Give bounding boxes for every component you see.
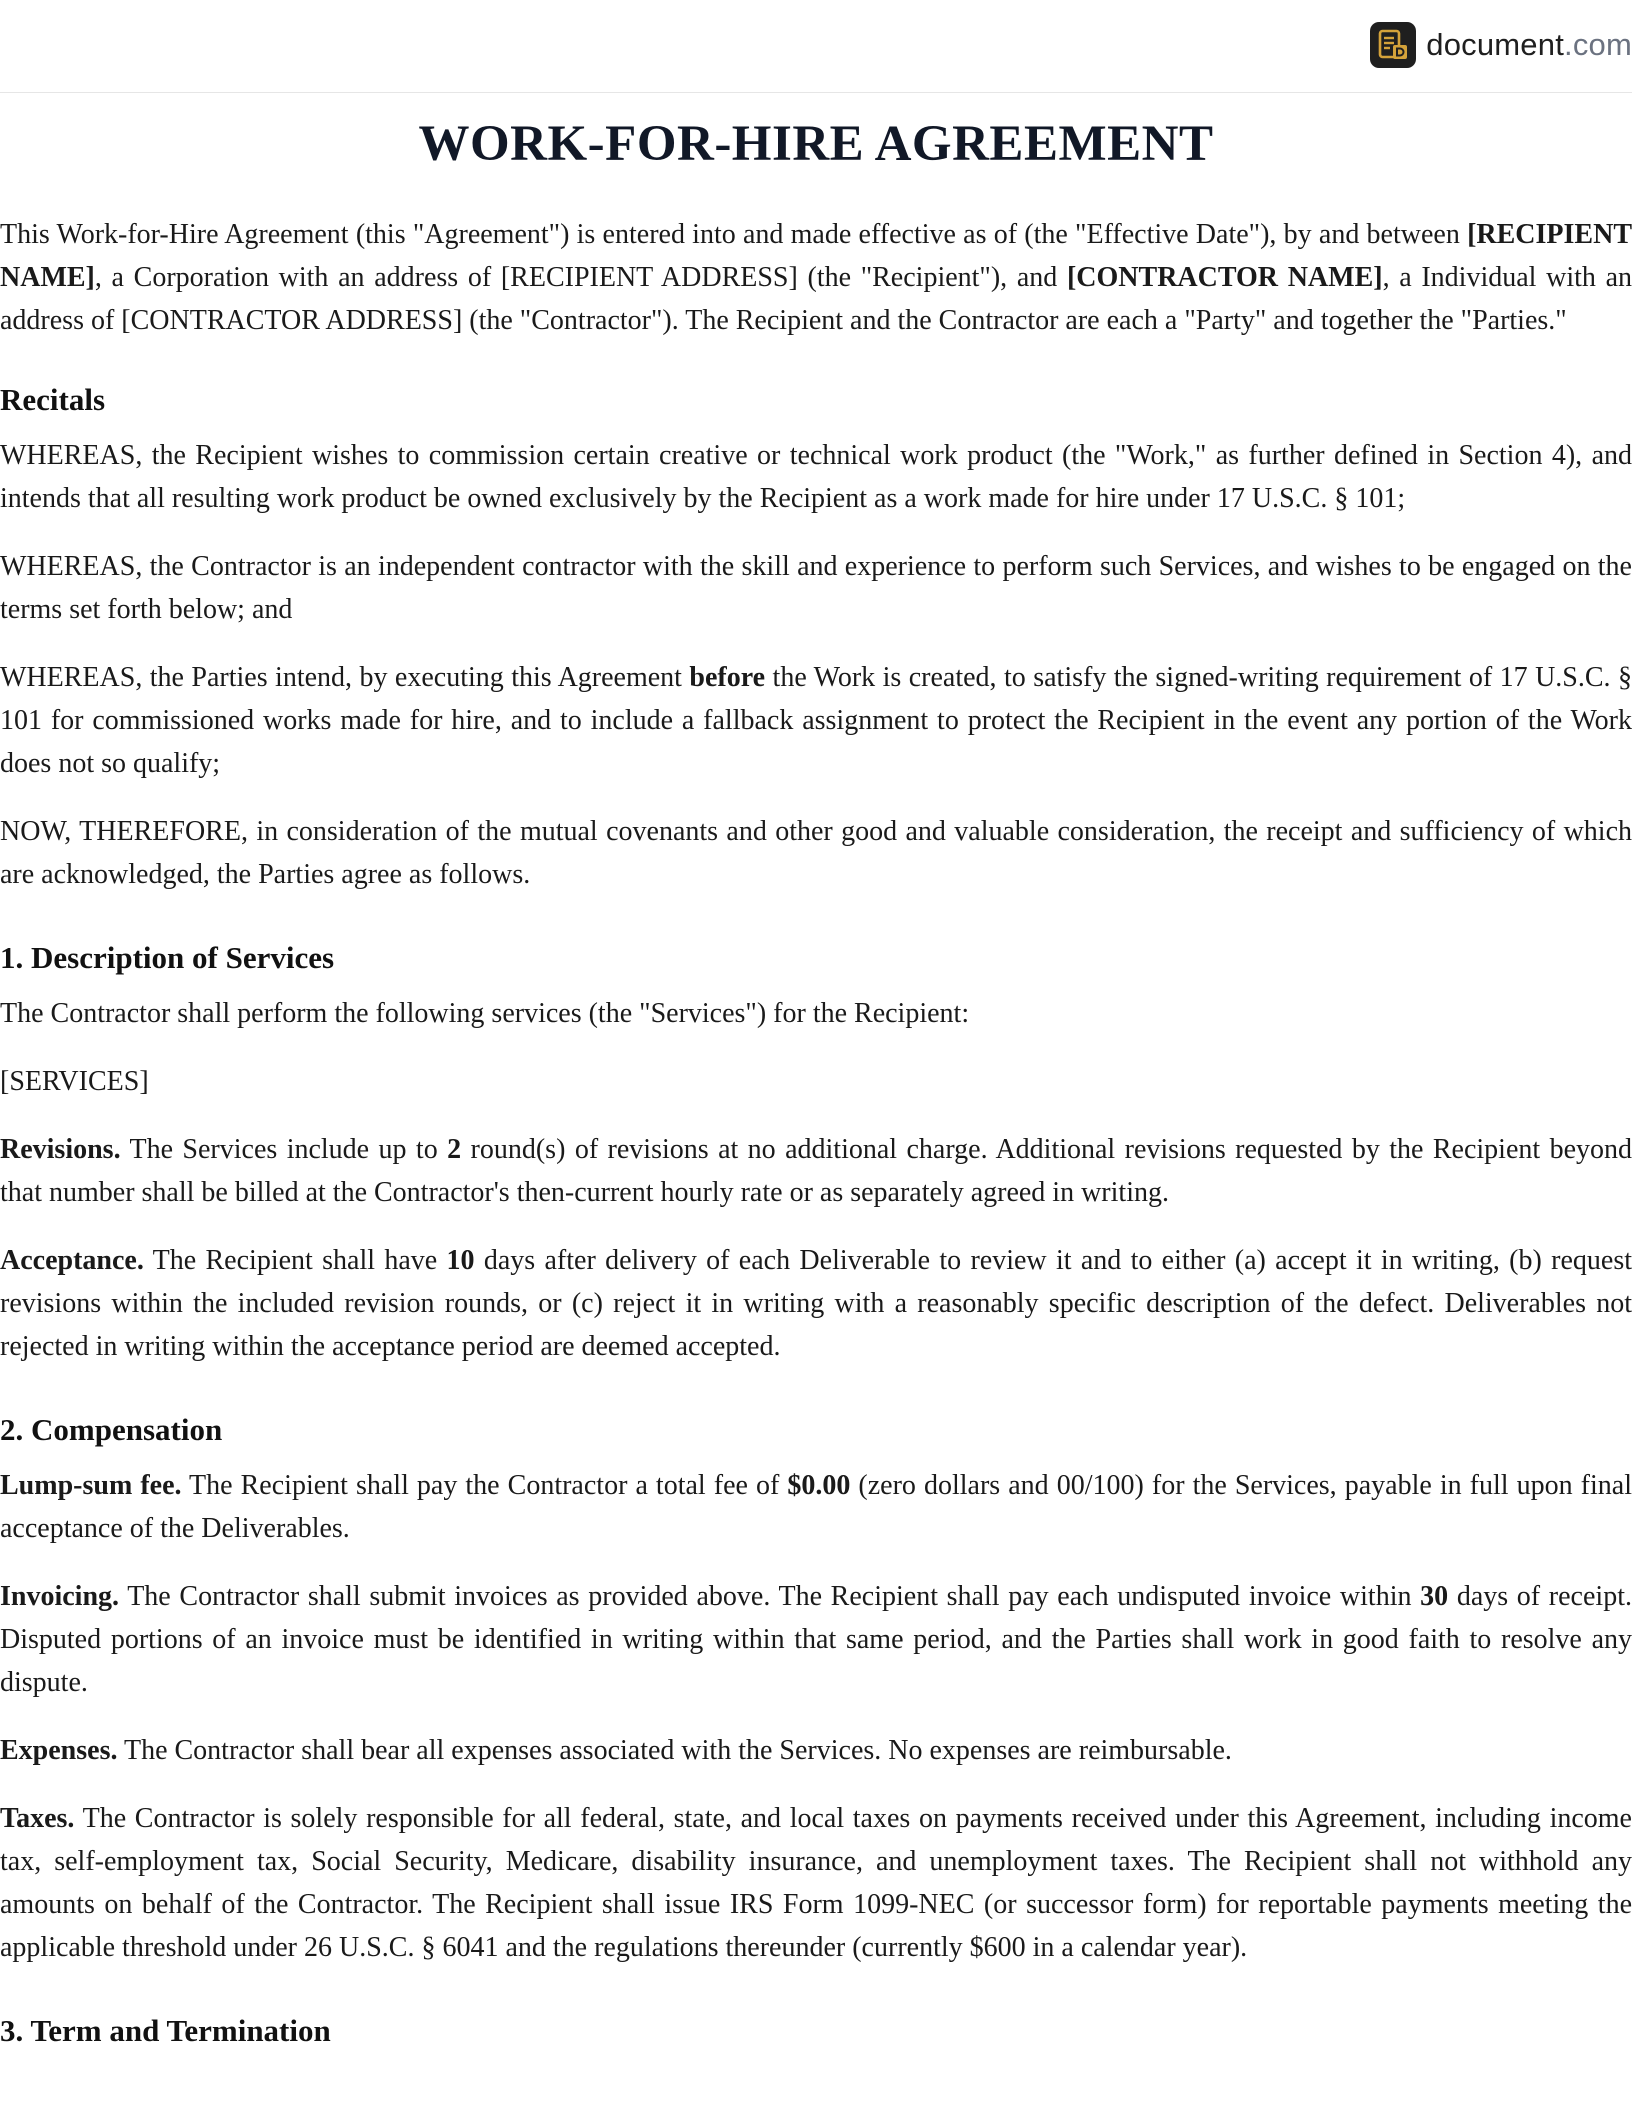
intro-text-1: This Work-for-Hire Agreement (this "Agreement") is entered into and made effective as of (the "Effective Date"), by and between [0,219,1468,250]
intro-text-2: , a Corporation with an address of [RECIPIENT ADDRESS] (the "Recipient"), and [94,262,1067,293]
recital-paragraph-3 [0,656,1632,785]
invoicing-days: 30 [1420,1581,1449,1612]
acceptance-label: Acceptance. [0,1245,144,1276]
lump-sum-text-b: (zero dollars and 00/100) for the Services, payable in full upon final acceptance of the Deliverables. [0,1470,1632,1544]
section-1-heading: 1. Description of Services [0,940,335,975]
document-logo-icon [1370,22,1416,68]
brand-logo-link[interactable] [1370,22,1632,68]
lump-sum-amount: $0.00 [787,1470,851,1501]
expenses-label: Expenses. [0,1735,118,1766]
intro-paragraph [0,213,1632,342]
expenses-text: The Contractor shall bear all expenses associated with the Services. No expenses are reimbursable. [117,1735,1232,1766]
acceptance-paragraph [0,1239,1632,1368]
recital-paragraph-2: WHEREAS, the Contractor is an independent contractor with the skill and experience to perform such Services, and wishes to be engaged on the terms set forth below; and [0,551,1632,625]
section-3-heading: 3. Term and Termination [0,2013,331,2048]
invoicing-paragraph [0,1575,1632,1704]
acceptance-text-a: The Recipient shall have [143,1245,447,1276]
brand-name [1426,27,1632,63]
lump-sum-text-a: The Recipient shall pay the Contractor a total fee of [181,1470,788,1501]
section-2-heading: 2. Compensation [0,1412,223,1447]
taxes-paragraph [0,1797,1632,1969]
revisions-label: Revisions. [0,1134,121,1165]
revisions-paragraph [0,1128,1632,1214]
document-body [0,115,1632,2049]
invoicing-text-b: days of receipt. Disputed portions of an invoice must be identified in writing within that same period, and the Parties shall work in good faith to resolve any dispute. [0,1581,1632,1698]
lump-sum-paragraph [0,1464,1632,1550]
recipient-name: [RECIPIENT NAME] [0,219,1632,293]
revisions-count: 2 [447,1134,462,1165]
recitals-heading: Recitals [0,382,106,417]
top-bar [0,0,1632,93]
recital-3-text-a: WHEREAS, the Parties intend, by executing this Agreement [0,662,690,693]
invoicing-text-a: The Contractor shall submit invoices as provided above. The Recipient shall pay each undisputed invoice within [119,1581,1421,1612]
recital-paragraph-4: NOW, THEREFORE, in consideration of the mutual covenants and other good and valuable consideration, the receipt and sufficiency of which are acknowledged, the Parties agree as follows. [0,816,1632,890]
acceptance-text-b: days after delivery of each Deliverable to review it and to either (a) accept it in writing, (b) request revisions within the included revision rounds, or (c) reject it in writing with a reasonably specific description of the defect. Deliverables not rejected in writing within the acceptance period are deemed accepted. [0,1245,1632,1362]
acceptance-days: 10 [446,1245,475,1276]
taxes-label: Taxes. [0,1803,75,1834]
lump-sum-label: Lump-sum fee. [0,1470,182,1501]
brand-name-suffix: .com [1564,27,1632,62]
invoicing-label: Invoicing. [0,1581,120,1612]
brand-name-main: document [1426,27,1565,62]
contractor-name: [CONTRACTOR NAME] [1066,262,1383,293]
taxes-text: The Contractor is solely responsible for all federal, state, and local taxes on payments received under this Agreement, including income tax, self-employment tax, Social Security, Medicare, disability insurance, and unemployment taxes. The Recipient shall not withhold any amounts on behalf of the Contractor. The Recipient shall issue IRS Form 1099-NEC (or successor form) for reportable payments meeting the applicable threshold under 26 U.S.C. § 6041 and the regulations thereunder (currently $600 in a calendar year). [0,1803,1632,1963]
recital-3-bold: before [689,662,766,693]
document-title: WORK-FOR-HIRE AGREEMENT [418,116,1214,172]
revisions-text-b: round(s) of revisions at no additional charge. Additional revisions requested by the Recipient beyond that number shall be billed at the Contractor's then-current hourly rate or as separately agreed in writing. [0,1134,1632,1208]
services-intro-paragraph: The Contractor shall perform the following services (the "Services") for the Recipient: [0,998,970,1029]
expenses-paragraph [0,1729,1632,1772]
revisions-text-a: The Services include up to [120,1134,448,1165]
recital-paragraph-1: WHEREAS, the Recipient wishes to commission certain creative or technical work product (the "Work," as further defined in Section 4), and intends that all resulting work product be owned exclusively by the Recipient as a work made for hire under 17 U.S.C. § 101; [0,440,1632,514]
recital-3-text-b: the Work is created, to satisfy the signed-writing requirement of 17 U.S.C. § 101 for commissioned works made for hire, and to include a fallback assignment to protect the Recipient in the event any portion of the Work does not so qualify; [0,662,1632,779]
intro-text-3: , a Individual with an address of [CONTRACTOR ADDRESS] (the "Contractor"). The Recipient and the Contractor are each a "Party" and together the "Parties." [0,262,1632,336]
services-placeholder: [SERVICES] [0,1066,149,1097]
